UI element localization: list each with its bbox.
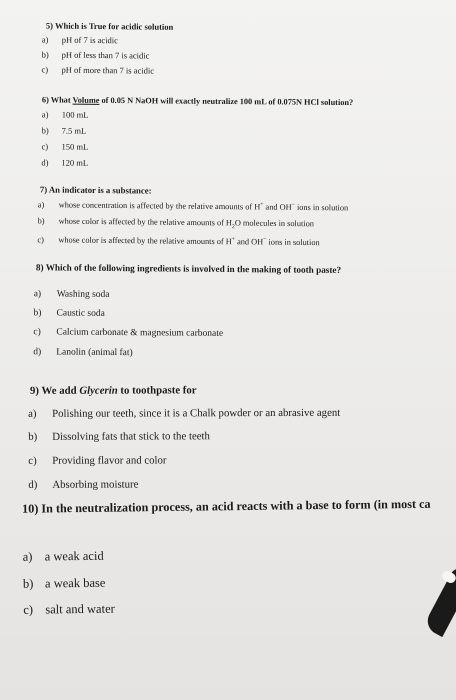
option-letter: a) <box>41 34 49 45</box>
option-text: whose color is affected by the relative amounts of H <box>58 235 232 247</box>
superscript: − <box>291 202 295 209</box>
option-letter: a) <box>22 549 33 564</box>
question-7-option-a <box>38 199 348 212</box>
option-letter: d) <box>41 157 49 168</box>
question-9-option-a <box>28 407 340 420</box>
question-6-title-suffix: of 0.05 N NaOH will exactly neutralize 100 mL of 0.075N HCl solution? <box>99 95 354 108</box>
option-text: and OH <box>263 202 292 212</box>
option-letter: b) <box>28 430 38 443</box>
question-10-option-b <box>23 576 106 592</box>
option-text: Polishing our teeth, since it is a Chalk powder or an abrasive agent <box>52 406 341 420</box>
superscript: + <box>260 201 264 208</box>
option-text: pH of less than 7 is acidic <box>61 49 150 61</box>
option-text: Lanolin (animal fat) <box>56 347 133 359</box>
question-8-option-b <box>34 308 105 319</box>
question-10-option-a <box>23 549 104 565</box>
question-5-title: 5) Which is True for acidic solution <box>45 20 174 32</box>
option-text: whose color is affected by the relative amounts of H <box>58 216 232 228</box>
question-9-title-suffix: to toothpaste for <box>117 384 197 397</box>
option-text: 100 mL <box>61 109 89 120</box>
option-text: pH of more than 7 is acidic <box>61 64 155 76</box>
question-6 <box>0 95 456 168</box>
question-10 <box>0 496 456 617</box>
question-8-option-a <box>34 289 110 300</box>
option-text: Providing flavor and color <box>52 454 167 467</box>
option-letter: b) <box>33 308 42 319</box>
question-6-option-b <box>42 125 87 135</box>
option-letter: a) <box>28 407 37 420</box>
option-text: and OH <box>234 237 264 247</box>
option-letter: a) <box>41 109 49 120</box>
option-text: ions in solution <box>294 202 349 213</box>
option-letter: b) <box>41 49 49 60</box>
question-6-option-d <box>41 157 88 167</box>
option-letter: b) <box>22 576 34 591</box>
question-10-option-c <box>23 602 115 618</box>
question-5 <box>0 20 456 76</box>
option-text: Absorbing moisture <box>52 478 139 491</box>
option-letter: c) <box>28 454 37 467</box>
question-7-title: 7) An indicator is a substance: <box>39 184 152 196</box>
question-9-title-prefix: 9) We add <box>29 384 80 397</box>
option-letter: a) <box>37 200 45 210</box>
option-letter: c) <box>23 602 34 617</box>
option-text: ions in solution <box>266 237 320 248</box>
option-text: O molecules in solution <box>234 218 314 229</box>
option-letter: c) <box>37 235 44 245</box>
question-8-title: 8) Which of the following ingredients is involved in the making of tooth paste? <box>35 262 342 275</box>
question-8-option-d <box>33 347 133 358</box>
option-text: a weak base <box>44 575 106 591</box>
option-text: whose concentration is affected by the relative amounts of H <box>58 200 261 212</box>
question-5-option-a <box>42 34 118 45</box>
option-letter: d) <box>28 478 38 491</box>
question-6-title-prefix: 6) What <box>41 95 73 105</box>
option-text: 150 mL <box>61 141 89 152</box>
option-letter: c) <box>41 141 49 152</box>
option-text: pH of 7 is acidic <box>61 34 119 46</box>
question-9-option-c <box>28 454 166 466</box>
question-9-title <box>30 384 197 397</box>
question-9-title-italic: Glycerin <box>79 384 118 397</box>
question-7 <box>0 184 456 248</box>
question-7-option-c <box>37 234 319 247</box>
question-5-option-c <box>41 64 154 75</box>
question-10-title: 10) In the neutralization process, an acid reacts with a base to form (in most ca <box>21 496 431 516</box>
question-6-option-c <box>42 141 89 151</box>
subscript: 2 <box>231 224 235 231</box>
option-text: Dissolving fats that stick to the teeth <box>52 430 210 443</box>
question-9-option-d <box>28 479 138 491</box>
question-6-title-underlined: Volume <box>72 95 100 105</box>
option-text: salt and water <box>45 601 115 617</box>
option-letter: b) <box>37 216 45 226</box>
option-text: Washing soda <box>56 289 110 300</box>
superscript: − <box>263 236 267 243</box>
question-9 <box>0 383 456 491</box>
option-letter: c) <box>41 64 49 75</box>
question-6-option-a <box>42 109 89 119</box>
superscript: + <box>231 236 236 243</box>
option-letter: b) <box>41 125 49 136</box>
option-letter: a) <box>33 289 42 300</box>
option-text: 7.5 mL <box>61 125 87 136</box>
question-9-option-b <box>28 430 210 443</box>
question-8 <box>0 262 456 359</box>
option-letter: c) <box>33 327 41 338</box>
option-text: Caustic soda <box>56 308 105 319</box>
question-8-option-c <box>33 327 223 339</box>
option-text: a weak acid <box>44 548 104 564</box>
question-6-title <box>42 95 353 107</box>
option-text: Calcium carbonate & magnesium carbonate <box>56 327 224 339</box>
option-text: 120 mL <box>61 157 89 168</box>
question-5-option-b <box>42 49 150 60</box>
option-letter: d) <box>33 347 42 358</box>
question-7-option-b <box>38 216 314 231</box>
